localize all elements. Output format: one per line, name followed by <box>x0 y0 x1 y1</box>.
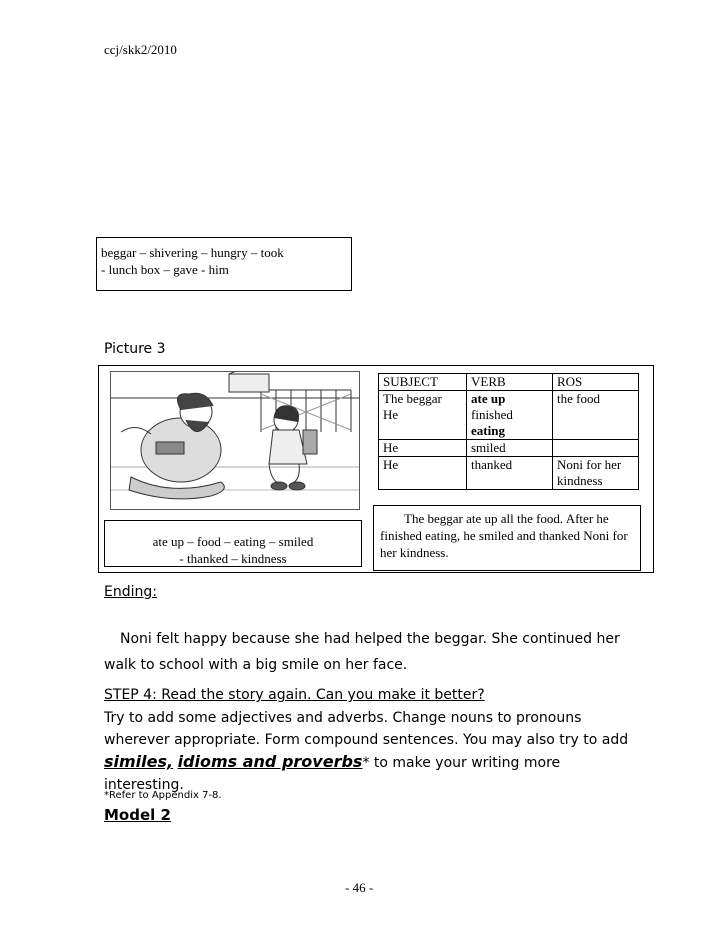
step-instructions <box>104 707 644 796</box>
ending-text <box>104 626 644 678</box>
model-heading: Model 2 <box>104 806 171 824</box>
keywords-box <box>104 520 362 567</box>
step-heading: STEP 4: Read the story again. Can you make it better? <box>104 687 485 703</box>
table-row <box>379 457 639 490</box>
header-code: ccj/skk2/2010 <box>104 42 177 57</box>
table-cell: thanked <box>467 457 553 490</box>
emphasis-similes: similes, <box>104 752 174 771</box>
footnote: *Refer to Appendix 7-8. <box>104 790 222 801</box>
cell-text: eating <box>471 423 505 438</box>
summary-box <box>373 505 641 571</box>
keywords-line: - thanked – kindness <box>179 551 287 566</box>
table-row <box>379 440 639 457</box>
table-cell: smiled <box>467 440 553 457</box>
table-header-cell: VERB <box>467 374 553 391</box>
step-text-part: Try to add some adjectives and adverbs. Change nouns to pronouns wherever appropriate. Form compound sentences. You may also try to add <box>104 710 629 748</box>
cell-text <box>383 423 462 439</box>
cell-text: the food <box>557 391 600 406</box>
table-cell: He <box>379 457 467 490</box>
table-row <box>379 391 639 440</box>
cell-text: finished <box>471 407 513 422</box>
table-cell <box>553 391 639 440</box>
summary-text: The beggar ate up all the food. After he finished eating, he smiled and thanked Noni for her kindness. <box>380 511 628 560</box>
table-header-row <box>379 374 639 391</box>
page-number: - 46 - <box>345 880 374 895</box>
keywords-line: beggar – shivering – hungry – took <box>101 245 284 260</box>
illustration-beggar-and-girl <box>110 371 360 510</box>
keywords-line: ate up – food – eating – smiled <box>152 534 314 549</box>
picture-label: Picture 3 <box>104 341 166 357</box>
cell-text: Noni for her <box>557 457 622 472</box>
cell-text: ate up <box>471 391 506 406</box>
keywords-line: - lunch box – gave - him <box>101 262 229 277</box>
table-cell: He <box>379 440 467 457</box>
cell-text: He <box>383 407 399 422</box>
keywords-box <box>96 237 352 291</box>
ending-label: Ending: <box>104 584 157 600</box>
table-cell <box>553 457 639 490</box>
table-cell <box>379 391 467 440</box>
table-cell <box>553 440 639 457</box>
cell-text: kindness <box>557 473 603 488</box>
emphasis-idioms: idioms and proverbs <box>177 752 363 771</box>
table-cell <box>467 391 553 440</box>
sentence-structure-table <box>378 373 639 490</box>
table-header-cell: ROS <box>553 374 639 391</box>
table-header-cell: SUBJECT <box>379 374 467 391</box>
step-text-part: * to make your writing more interesting. <box>104 755 561 793</box>
ending-paragraph: Noni felt happy because she had helped the beggar. She continued her walk to school with a big smile on her face. <box>104 631 620 673</box>
cell-text: The beggar <box>383 391 442 406</box>
